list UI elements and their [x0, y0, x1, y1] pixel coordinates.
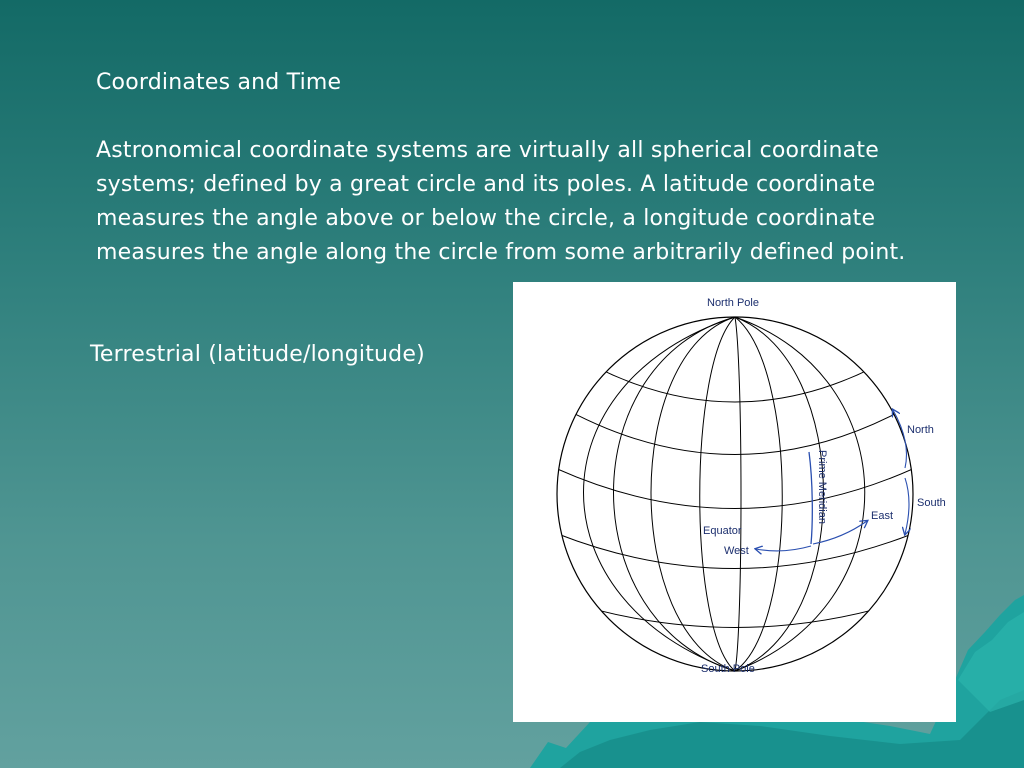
south-pole-label: South Pole [701, 663, 755, 675]
north-pole-label: North Pole [707, 297, 759, 309]
terrestrial-subheading: Terrestrial (latitude/longitude) [90, 342, 425, 367]
prime-meridian-label: Prime Meridian [816, 450, 828, 524]
north-direction-label: North [907, 424, 934, 436]
west-direction-label: West [724, 545, 749, 557]
east-direction-label: East [871, 510, 894, 522]
globe-sphere [553, 317, 917, 671]
slide-title: Coordinates and Time [96, 70, 342, 95]
direction-arrows [756, 410, 909, 551]
equator-label: Equator [703, 525, 742, 537]
slide-body-text: Astronomical coordinate systems are virtually all spherical coordinate systems; defined by a great circle and its poles. A latitude coordinate measures the angle above or below the circle, a longitude coordinate measures the angle along the circle from some arbitrarily defined point. [96, 138, 906, 265]
south-direction-label: South [917, 497, 946, 509]
globe-diagram [513, 282, 956, 722]
